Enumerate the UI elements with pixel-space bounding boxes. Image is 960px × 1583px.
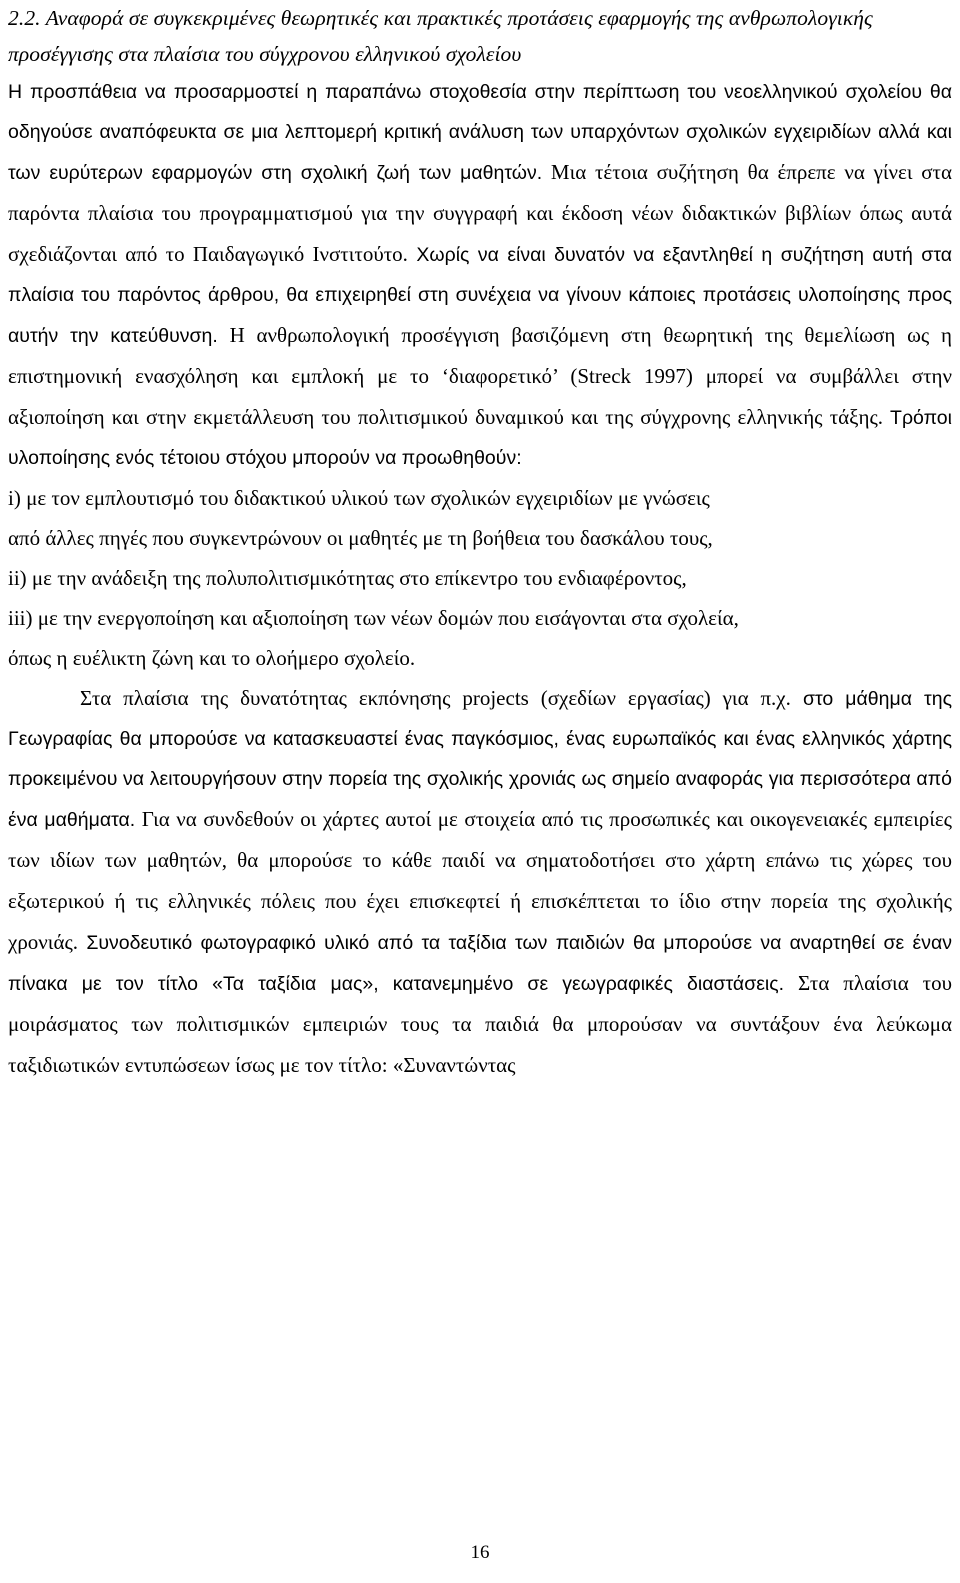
paragraph-2-text-b: στο μάθημα της Γεωγραφίας θα μπορούσε να κατασκευαστεί ένας παγκόσμιος, ένας ευρωπαϊκός και ένας ελληνικός χάρτης προκειμένου να λειτουργήσουν στην πορεία της σχολικής χρονιάς ως σημείο αναφοράς για περισσότερα από ένα μαθήματα. [8,688,952,831]
list-item: ii) με την ανάδειξη της πολυπολιτισμικότητας στο επίκεντρο του ενδιαφέροντος, [8,566,687,590]
section-heading: 2.2. Αναφορά σε συγκεκριμένες θεωρητικές και πρακτικές προτάσεις εφαρμογής της ανθρωπολογικής προσέγγισης στα πλαίσια του σύγχρονου ελληνικού σχολείου [8,6,873,66]
list-item: όπως η ευέλικτη ζώνη και το ολοήμερο σχολείο. [8,646,416,670]
paragraph-1-text-d: Η ανθρωπολογική προσέγγιση βασιζόμενη στη θεωρητική της θεμελίωση ως η επιστημονική ενασχόληση και εμπλοκή με το ‘διαφορετικό’ (Streck 1997) μπορεί να συμβάλλει στην αξιοποίηση και στην εκμετάλλευση του πολιτισμικού δυναμικού και της σύγχρονης ελληνικής τάξης. [8,323,952,429]
page-number: 16 [470,1542,490,1563]
paragraph-2-text-d: Συνοδευτικό φωτογραφικό υλικό από τα ταξίδια των παιδιών θα μπορούσε να αναρτηθεί σε έναν πίνακα με τον τίτλο «Τα ταξίδια μας», κατανεμημένο σε γεωγραφικές διαστάσεις. [8,932,952,995]
paragraph-1 [8,72,952,478]
proposal-list [8,478,952,678]
list-item: i) με τον εμπλουτισμό του διδακτικού υλικού των σχολικών εγχειριδίων με γνώσεις [8,486,710,510]
paragraph-2-text-c: Για να συνδεθούν οι χάρτες αυτοί με στοιχεία από τις προσωπικές και οικογενειακές εμπειρίες των ιδίων των μαθητών, θα μπορούσε το κάθε παιδί να σηματοδοτήσει στο χάρτη επάνω τις χώρες του εξωτερικού ή τις ελληνικές πόλεις που έχει επισκεφτεί ή επισκέπτεται το ίδιο στην πορεία της σχολικής χρονιάς. [8,807,952,954]
list-item: iii) με την ενεργοποίηση και αξιοποίηση των νέων δομών που εισάγονται στα σχολεία, [8,606,739,630]
paragraph-2-text-a: Στα πλαίσια της δυνατότητας εκπόνησης projects (σχεδίων εργασίας) για π.χ. [80,686,791,710]
document-page [8,0,952,1086]
paragraph-1-text-a: Η προσπάθεια να προσαρμοστεί η παραπάνω στοχοθεσία στην περίπτωση του νεοελληνικού σχολείου θα οδηγούσε αναπόφευκτα σε μια λεπτομερή κριτική ανάλυση των υπαρχόντων σχολικών εγχειριδίων αλλά και των ευρύτερων εφαρμογών στη σχολική ζωή των μαθητών. [8,81,952,184]
paragraph-2-text-e: Στα πλαίσια του μοιράσματος των πολιτισμικών εμπειριών τους τα παιδιά θα μπορούσαν να συντάξουν ένα λεύκωμα ταξιδιωτικών εντυπώσεων ίσως με τον τίτλο: «Συναντώντας [8,971,952,1077]
paragraph-1-text-b: Μια τέτοια συζήτηση θα έπρεπε να γίνει στα παρόντα πλαίσια του προγραμματισμού για την συγγραφή και έκδοση νέων διδακτικών βιβλίων όπως αυτά σχεδιάζονται από το Παιδαγωγικό Ινστιτούτο. [8,160,952,266]
paragraph-1-text-c: Χωρίς να είναι δυνατόν να εξαντληθεί η συζήτηση αυτή στα πλαίσια του παρόντος άρθρου, θα επιχειρηθεί στη συνέχεια να γίνουν κάποιες προτάσεις υλοποίησης προς αυτήν την κατεύθυνση. [8,244,953,347]
paragraph-1-text-e: Τρόποι υλοποίησης ενός τέτοιου στόχου μπορούν να προωθηθούν: [8,407,952,469]
list-item: από άλλες πηγές που συγκεντρώνουν οι μαθητές με τη βοήθεια του δασκάλου τους, [8,526,713,550]
paragraph-2 [8,678,952,1086]
